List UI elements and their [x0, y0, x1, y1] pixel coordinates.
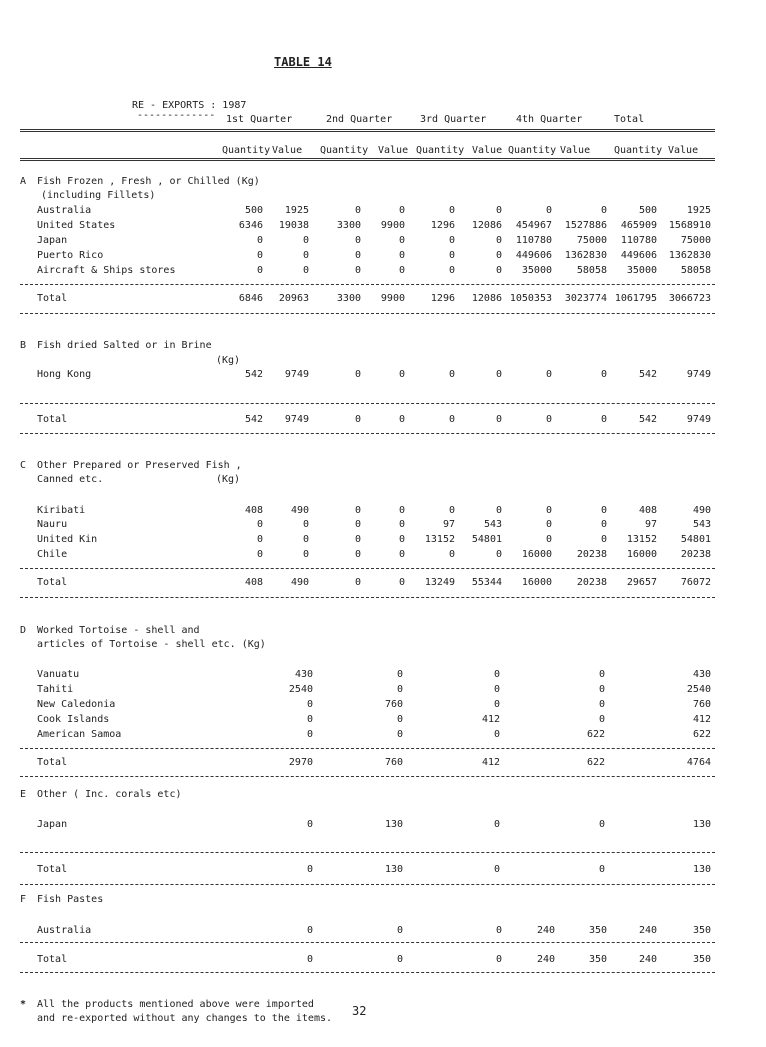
col-header: Value: [272, 145, 303, 156]
rule: [20, 942, 715, 943]
row-label: Nauru: [37, 519, 68, 530]
cell: 350: [588, 925, 607, 936]
cell: 0: [493, 669, 500, 680]
total-label: Total: [37, 864, 68, 875]
cell: 54801: [471, 534, 502, 545]
cell: 0: [495, 205, 502, 216]
total-cell: 9749: [686, 414, 711, 425]
cell: 0: [448, 235, 455, 246]
section-letter: B: [20, 340, 27, 351]
row-label: United Kin: [37, 534, 98, 545]
cell: 35000: [521, 265, 552, 276]
cell: 1296: [430, 220, 455, 231]
row-label: Chile: [37, 549, 68, 560]
cell: 0: [354, 534, 361, 545]
cell: 0: [600, 205, 607, 216]
cell: 0: [398, 265, 405, 276]
col-header: Value: [472, 145, 503, 156]
cell: 454967: [515, 220, 552, 231]
total-cell: 3300: [336, 293, 361, 304]
cell: 75000: [576, 235, 607, 246]
cell: 622: [692, 729, 711, 740]
cell: 20238: [576, 549, 607, 560]
cell: 9749: [686, 369, 711, 380]
total-cell: 240: [638, 954, 657, 965]
total-cell: 130: [384, 864, 403, 875]
total-cell: 130: [692, 864, 711, 875]
cell: 0: [398, 505, 405, 516]
cell: 760: [692, 699, 711, 710]
section-letter: A: [20, 176, 27, 187]
total-cell: 3023774: [564, 293, 607, 304]
cell: 0: [495, 505, 502, 516]
cell: 490: [290, 505, 309, 516]
cell: 58058: [680, 265, 711, 276]
total-cell: 1061795: [614, 293, 657, 304]
cell: 0: [493, 684, 500, 695]
cell: 0: [396, 729, 403, 740]
cell: 0: [495, 235, 502, 246]
total-label: Total: [37, 293, 68, 304]
row-label: Puerto Rico: [37, 250, 104, 261]
cell: 465909: [620, 220, 657, 231]
cell: 3300: [336, 220, 361, 231]
cell: 0: [545, 534, 552, 545]
total-cell: 0: [398, 414, 405, 425]
footnote-line: and re-exported without any changes to the items.: [37, 1013, 333, 1024]
total-cell: 16000: [521, 577, 552, 588]
section-name: Fish Pastes: [37, 894, 104, 905]
col-header: Quantity: [320, 145, 369, 156]
cell: 0: [306, 699, 313, 710]
cell: 0: [398, 369, 405, 380]
cell: 240: [638, 925, 657, 936]
cell: 0: [495, 925, 502, 936]
rule: [20, 433, 715, 434]
total-cell: 350: [588, 954, 607, 965]
cell: 97: [644, 519, 657, 530]
cell: 16000: [626, 549, 657, 560]
total-cell: 760: [384, 757, 403, 768]
cell: 1925: [284, 205, 309, 216]
cell: 9900: [380, 220, 405, 231]
col-header: Quantity: [222, 145, 271, 156]
cell: 449606: [515, 250, 552, 261]
cell: 0: [398, 205, 405, 216]
cell: 0: [302, 265, 309, 276]
total-cell: 412: [481, 757, 500, 768]
row-label: Japan: [37, 235, 68, 246]
total-cell: 6846: [238, 293, 263, 304]
cell: 6346: [238, 220, 263, 231]
cell: 0: [354, 265, 361, 276]
cell: 0: [302, 235, 309, 246]
cell: 0: [448, 505, 455, 516]
cell: 0: [398, 549, 405, 560]
total-cell: 542: [638, 414, 657, 425]
quarter-header: 1st Quarter: [226, 114, 293, 125]
col-header: Value: [668, 145, 699, 156]
total-cell: 9749: [284, 414, 309, 425]
cell: 0: [545, 519, 552, 530]
cell: 0: [256, 250, 263, 261]
rule: [20, 884, 715, 885]
rule: [20, 597, 715, 598]
section-name: (including Fillets): [41, 190, 156, 201]
row-label: American Samoa: [37, 729, 122, 740]
cell: 0: [256, 549, 263, 560]
cell: 19038: [278, 220, 309, 231]
cell: 54801: [680, 534, 711, 545]
cell: 0: [354, 505, 361, 516]
cell: 0: [354, 549, 361, 560]
cell: 130: [692, 819, 711, 830]
total-cell: 490: [290, 577, 309, 588]
footnote-mark: *: [20, 999, 27, 1010]
section-letter: F: [20, 894, 27, 905]
cell: 2540: [686, 684, 711, 695]
rule: [20, 403, 715, 404]
rule: [20, 313, 715, 314]
cell: 0: [545, 369, 552, 380]
rule: [20, 748, 715, 749]
cell: 9749: [284, 369, 309, 380]
total-cell: 0: [495, 414, 502, 425]
total-cell: 20238: [576, 577, 607, 588]
total-cell: 0: [396, 954, 403, 965]
section-name: Other Prepared or Preserved Fish ,: [37, 460, 242, 471]
row-label: United States: [37, 220, 116, 231]
cell: 16000: [521, 549, 552, 560]
cell: 0: [354, 519, 361, 530]
cell: 35000: [626, 265, 657, 276]
cell: 449606: [620, 250, 657, 261]
table-title: TABLE 14: [274, 55, 332, 69]
quarter-header: 3rd Quarter: [420, 114, 487, 125]
row-label: Australia: [37, 205, 92, 216]
cell: 408: [244, 505, 263, 516]
cell: 430: [294, 669, 313, 680]
total-cell: 0: [493, 864, 500, 875]
cell: 412: [481, 714, 500, 725]
cell: 0: [256, 534, 263, 545]
cell: 0: [495, 250, 502, 261]
total-cell: 4764: [686, 757, 711, 768]
rule: [20, 972, 715, 973]
total-label: Total: [37, 757, 68, 768]
row-label: Vanuatu: [37, 669, 80, 680]
cell: 0: [495, 369, 502, 380]
total-cell: 1296: [430, 293, 455, 304]
cell: 0: [302, 549, 309, 560]
col-header: Value: [560, 145, 591, 156]
total-cell: 0: [495, 954, 502, 965]
cell: 0: [354, 235, 361, 246]
total-cell: 3066723: [668, 293, 711, 304]
cell: 0: [493, 729, 500, 740]
quarter-header: 2nd Quarter: [326, 114, 393, 125]
cell: 0: [302, 534, 309, 545]
rule: [20, 284, 715, 285]
cell: 0: [448, 205, 455, 216]
cell: 0: [598, 699, 605, 710]
cell: 0: [396, 925, 403, 936]
cell: 0: [306, 925, 313, 936]
total-label: Total: [37, 954, 68, 965]
section-name: (Kg): [216, 474, 241, 485]
cell: 0: [600, 505, 607, 516]
cell: 0: [495, 265, 502, 276]
cell: 0: [495, 549, 502, 560]
cell: 1568910: [668, 220, 711, 231]
table-subtitle: RE - EXPORTS : 1987: [132, 100, 247, 111]
total-cell: 20963: [278, 293, 309, 304]
col-header: Quantity: [508, 145, 557, 156]
cell: 0: [354, 250, 361, 261]
cell: 0: [545, 505, 552, 516]
cell: 0: [493, 699, 500, 710]
cell: 0: [256, 265, 263, 276]
cell: 0: [598, 714, 605, 725]
cell: 0: [302, 250, 309, 261]
total-cell: 76072: [680, 577, 711, 588]
page-number: 32: [352, 1004, 367, 1018]
cell: 0: [396, 669, 403, 680]
cell: 75000: [680, 235, 711, 246]
section-letter: E: [20, 789, 27, 800]
cell: 0: [598, 684, 605, 695]
total-cell: 1050353: [509, 293, 552, 304]
cell: 110780: [515, 235, 552, 246]
cell: 130: [384, 819, 403, 830]
cell: 0: [600, 534, 607, 545]
row-label: Japan: [37, 819, 68, 830]
cell: 0: [398, 534, 405, 545]
cell: 0: [302, 519, 309, 530]
cell: 0: [398, 519, 405, 530]
cell: 2540: [288, 684, 313, 695]
cell: 0: [306, 729, 313, 740]
row-label: Hong Kong: [37, 369, 92, 380]
cell: 1527886: [564, 220, 607, 231]
row-label: New Caledonia: [37, 699, 116, 710]
cell: 0: [448, 369, 455, 380]
total-cell: 9900: [380, 293, 405, 304]
rule: [20, 776, 715, 777]
cell: 0: [396, 714, 403, 725]
cell: 110780: [620, 235, 657, 246]
col-header: Value: [378, 145, 409, 156]
section-name: articles of Tortoise - shell etc. (Kg): [37, 639, 266, 650]
total-cell: 350: [692, 954, 711, 965]
row-label: Kiribati: [37, 505, 86, 516]
cell: 0: [600, 519, 607, 530]
cell: 430: [692, 669, 711, 680]
total-cell: 2970: [288, 757, 313, 768]
cell: 1925: [686, 205, 711, 216]
total-cell: 0: [306, 954, 313, 965]
cell: 0: [354, 205, 361, 216]
col-header: Quantity: [416, 145, 465, 156]
cell: 543: [692, 519, 711, 530]
total-cell: 0: [448, 414, 455, 425]
cell: 412: [692, 714, 711, 725]
total-cell: 0: [398, 577, 405, 588]
cell: 350: [692, 925, 711, 936]
total-cell: 12086: [471, 293, 502, 304]
total-cell: 0: [306, 864, 313, 875]
cell: 97: [442, 519, 455, 530]
cell: 0: [398, 235, 405, 246]
cell: 1362830: [668, 250, 711, 261]
row-label: Cook Islands: [37, 714, 110, 725]
cell: 0: [306, 714, 313, 725]
subtitle-rule: -------------: [137, 110, 216, 121]
row-label: Australia: [37, 925, 92, 936]
cell: 0: [598, 819, 605, 830]
header-rule-top: [20, 129, 715, 132]
quarter-header: Total: [614, 114, 645, 125]
total-cell: 0: [598, 864, 605, 875]
total-cell: 622: [586, 757, 605, 768]
rule: [20, 568, 715, 569]
cell: 0: [448, 265, 455, 276]
row-label: Aircraft & Ships stores: [37, 265, 176, 276]
section-letter: D: [20, 625, 27, 636]
col-header: Quantity: [614, 145, 663, 156]
cell: 0: [256, 235, 263, 246]
total-cell: 240: [536, 954, 555, 965]
cell: 20238: [680, 549, 711, 560]
section-name: Fish Frozen , Fresh , or Chilled (Kg): [37, 176, 260, 187]
cell: 0: [493, 819, 500, 830]
cell: 0: [306, 819, 313, 830]
total-cell: 408: [244, 577, 263, 588]
total-label: Total: [37, 577, 68, 588]
cell: 0: [600, 369, 607, 380]
total-cell: 0: [354, 414, 361, 425]
section-name: (Kg): [216, 355, 241, 366]
rule: [20, 852, 715, 853]
cell: 760: [384, 699, 403, 710]
header-rule-bottom: [20, 158, 715, 161]
total-label: Total: [37, 414, 68, 425]
total-cell: 0: [600, 414, 607, 425]
cell: 0: [448, 250, 455, 261]
cell: 0: [598, 669, 605, 680]
cell: 542: [244, 369, 263, 380]
section-name: Canned etc.: [37, 474, 104, 485]
cell: 622: [586, 729, 605, 740]
section-name: Other ( Inc. corals etc): [37, 789, 182, 800]
cell: 0: [256, 519, 263, 530]
cell: 58058: [576, 265, 607, 276]
cell: 12086: [471, 220, 502, 231]
total-cell: 0: [354, 577, 361, 588]
cell: 0: [545, 205, 552, 216]
section-letter: C: [20, 460, 27, 471]
cell: 0: [354, 369, 361, 380]
quarter-header: 4th Quarter: [516, 114, 583, 125]
total-cell: 542: [244, 414, 263, 425]
cell: 240: [536, 925, 555, 936]
section-name: Worked Tortoise - shell and: [37, 625, 200, 636]
cell: 13152: [424, 534, 455, 545]
cell: 543: [483, 519, 502, 530]
total-cell: 29657: [626, 577, 657, 588]
cell: 0: [448, 549, 455, 560]
cell: 408: [638, 505, 657, 516]
cell: 542: [638, 369, 657, 380]
row-label: Tahiti: [37, 684, 74, 695]
total-cell: 0: [545, 414, 552, 425]
total-cell: 13249: [424, 577, 455, 588]
cell: 13152: [626, 534, 657, 545]
cell: 1362830: [564, 250, 607, 261]
cell: 0: [398, 250, 405, 261]
total-cell: 55344: [471, 577, 502, 588]
cell: 500: [244, 205, 263, 216]
footnote-line: All the products mentioned above were imported: [37, 999, 314, 1010]
section-name: Fish dried Salted or in Brine: [37, 340, 212, 351]
cell: 490: [692, 505, 711, 516]
cell: 0: [396, 684, 403, 695]
cell: 500: [638, 205, 657, 216]
